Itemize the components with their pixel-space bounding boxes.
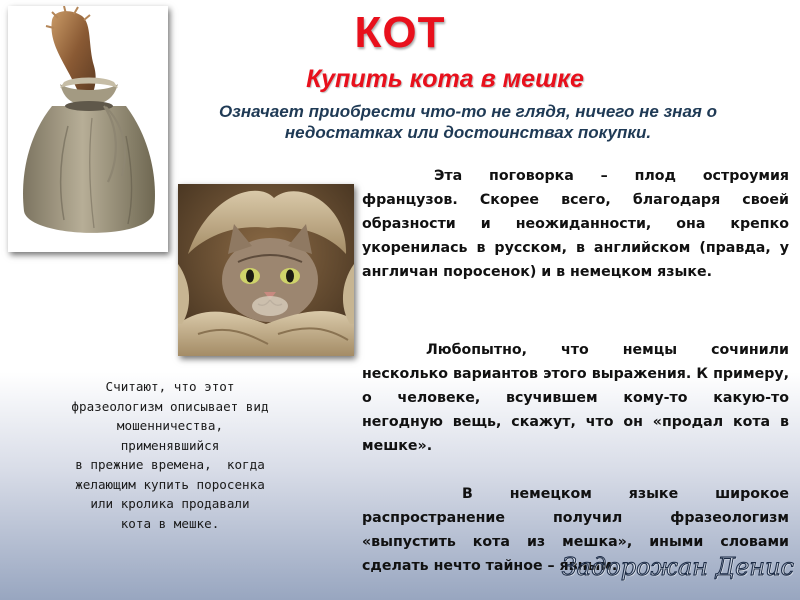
sack-photo: [8, 6, 168, 252]
caption-line: или кролика продавали: [90, 496, 250, 511]
slide-title: КОТ: [354, 8, 446, 57]
caption-line: применявшийся: [120, 437, 220, 453]
sack-with-tail-image: [8, 6, 168, 252]
side-caption: [20, 377, 320, 533]
caption-line: кота в мешке.: [120, 515, 220, 531]
paragraph-1: Эта поговорка – плод остроумия французов. Скорее всего, благодаря своей образности и неожиданности, она крепко укоренилась в русском, в английском (правда, у англичан поросенок) и в немецком языке.: [362, 168, 789, 280]
idiom-meaning: Означает приобрести что-то не глядя, ничего не зная о недостатках или достоинствах покупки.: [218, 102, 718, 142]
kitten-photo: [178, 184, 354, 356]
caption-line: в прежние времена, когда: [75, 457, 265, 472]
caption-line: желающим купить поросенка: [75, 476, 265, 492]
caption-line: мошенничества,: [116, 418, 224, 433]
kitten-image: [178, 184, 354, 356]
slide-subtitle: Купить кота в мешке: [306, 65, 584, 93]
caption-line: фразеологизм описывает вид: [71, 398, 269, 414]
caption-line: Считают, что этот: [105, 379, 235, 394]
author-signature: Задорожан Денис: [561, 553, 794, 581]
paragraph-2: Любопытно, что немцы сочинили несколько вариантов этого выражения. К примеру, о человеке, всучившем кому-то какую-то негодную вещь, скажут, что он «продал кота в мешке».: [362, 342, 789, 454]
paragraph-3: В немецком языке широкое распространение получил фразеологизм «выпустить кота из мешка», иными словами сделать нечто тайное – явным.: [362, 486, 789, 574]
